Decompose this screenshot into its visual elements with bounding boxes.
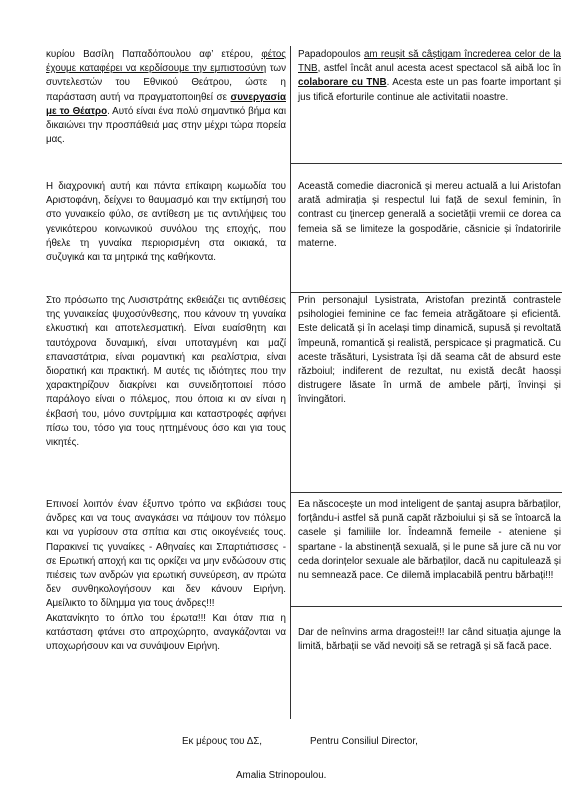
greek-p1-text-e: . Αυτό είναι ένα πολύ σημαντικό βήμα και δικαιώνει την προσπάθειά μας στην μέχρι τώρα πορεία μας. — [46, 105, 286, 146]
bilingual-table — [46, 46, 562, 719]
row-divider-1 — [290, 163, 562, 164]
signatory-name: Amalia Strinopoulou. — [236, 770, 327, 781]
greek-paragraph-4: Επινοεί λοιπόν έναν έξυπνο τρόπο να εκβιάσει τους άνδρες και να τους αναγκάσει να πάψουν τον πόλεμο και να γυρίσουν στα σπίτια και στις οικογένειές τους. Παρακινεί τις γυναίκες - Αθηναίες και Σπαρτιάτισσες - σε Ερωτική αποχή και τις ορκίζει να μην ενδώσουν στις πιέσεις των ανδρών για ερωτική συνεύρεση, αν πρώτα δεν συνθηκολογήσουν και δεν κάνουν Ειρήνη. Αμείλικτο το δίλημμα για τους άνδρες!!! — [46, 499, 286, 610]
greek-p1-collaboration: συνεργασία με το Θέατρο — [46, 91, 286, 117]
signature-greek: Εκ μέρους του ΔΣ, — [182, 736, 263, 747]
greek-paragraph-3: Στο πρόσωπο της Λυσιστράτης εκθειάζει τις αντιθέσεις της γυναικείας ψυχοσύνθεσης, που κάνουν τη γυναίκα ελκυστική και αποτελεσματική. Είναι ευαίσθητη και ταυτόχρονα δυναμική, είναι υποταγμένη και μαζί επαναστάτρια, είναι ρομαντική και ρεαλίστρια, είναι διορατική και πρακτική. Μ αυτές τις ιδιότητες που την χαρακτηρίζουν διακρίνει και συνειδητοποιεί πόσο παράλογο είναι ο πόλεμος, που όποια κι αν είναι η έκβασή του, μόνο συντρίμμια και καταστροφές αφήνει πίσω του, τόσο για τους ηττημένους όσο και για τους νικητές. — [46, 295, 286, 449]
romanian-paragraph-1 — [298, 48, 561, 105]
row-divider-4 — [290, 606, 562, 607]
romanian-paragraph-4: Ea născocește un mod inteligent de șantaj asupra bărbaților, forțându-i astfel să pună capăt războiului și să se întoarcă la casele și familiile lor. Îndeamnă femeile - ateniene și spartane - la abstinență sexuală, și le pune să jure că nu vor ceda dorințelor sexuale ale bărbaților, dacă nu capitulează și nu semnează pace. Ce dilemă implacabilă pentru bărbați!!! — [298, 499, 561, 582]
greek-paragraph-1 — [46, 48, 286, 147]
romanian-paragraph-2: Această comedie diacronică și mereu actuală a lui Aristofan arată admirația și respectul lui față de sexul feminin, în contrast cu ţinercep generală a societății vremii ce dorea ca femeia să se limiteze la gospodărie, căsnicie și îndatoririle materne. — [298, 181, 561, 249]
greek-paragraph-5: Ακατανίκητο το όπλο του έρωτα!!! Και όταν πια η κατάσταση φτάνει στο απροχώρητο, αναγκάζονται να υποχωρήσουν και να συνάψουν Ειρήνη. — [46, 613, 286, 653]
greek-p1-text-a: κυρίου Βασίλη Παπαδόπουλου αφ’ ετέρου, — [46, 49, 262, 60]
ro-p1-underlined-trust: am reușit să câștigam încrederea celor de la TNB — [298, 49, 561, 75]
signature-romanian: Pentru Consiliul Director, — [310, 736, 418, 747]
ro-p1-text-e: . Acesta este un pas foarte important și jus tifică eforturile continue ale activitatii noastre. — [298, 77, 561, 103]
column-divider — [290, 46, 291, 719]
romanian-paragraph-3: Prin personajul Lysistrata, Aristofan prezintă contrastele psihologiei feminine ce fac femeia atrăgătoare și eficientă. Este delicată și în același timp dinamică, supusă și revoltată împeună, romantică și realistă, perspicace și pragmatică. Cu aceste trăsături, Lysistrata își dă seama cât de absurd este războiul; indiferent de rezultat, nu există decât haosși distrugere lăsate în urmă de ambele părți, învinși și învingători. — [298, 295, 561, 406]
ro-p1-text-c: , astfel încât anul acesta acest spectacol să aibă loc în — [317, 63, 561, 75]
greek-p1-text-c: των συντελεστών του Εθνικού Θεάτρου, ώστε η παράσταση αυτή να πραγματοποιηθεί σε — [46, 63, 286, 103]
ro-p1-collaboration: colaborare cu TNB — [298, 77, 387, 89]
ro-p1-text-a: Papadopoulos — [298, 49, 364, 60]
row-divider-2 — [290, 292, 562, 293]
row-divider-3 — [290, 492, 562, 493]
greek-p1-underlined-trust: φέτος έχουμε καταφέρει να κερδίσουμε την εμπιστοσύνη — [46, 49, 286, 75]
romanian-paragraph-5: Dar de neînvins arma dragostei!!! Iar când situația ajunge la limită, bărbații se văd nevoiți să se retragă și să facă pace. — [298, 627, 561, 653]
greek-paragraph-2: Η διαχρονική αυτή και πάντα επίκαιρη κωμωδία του Αριστοφάνη, δείχνει το θαυμασμό και την εκτίμησή του στο γυναικείο φύλο, σε αντίθεση με τις αντιλήψεις του γενικότερου κοινωνικού συνόλου της εποχής, που ήθελε τη γυναίκα περιορισμένη στα οικιακά, τα συζυγικά και τα μητρικά της καθήκοντα. — [46, 181, 286, 264]
